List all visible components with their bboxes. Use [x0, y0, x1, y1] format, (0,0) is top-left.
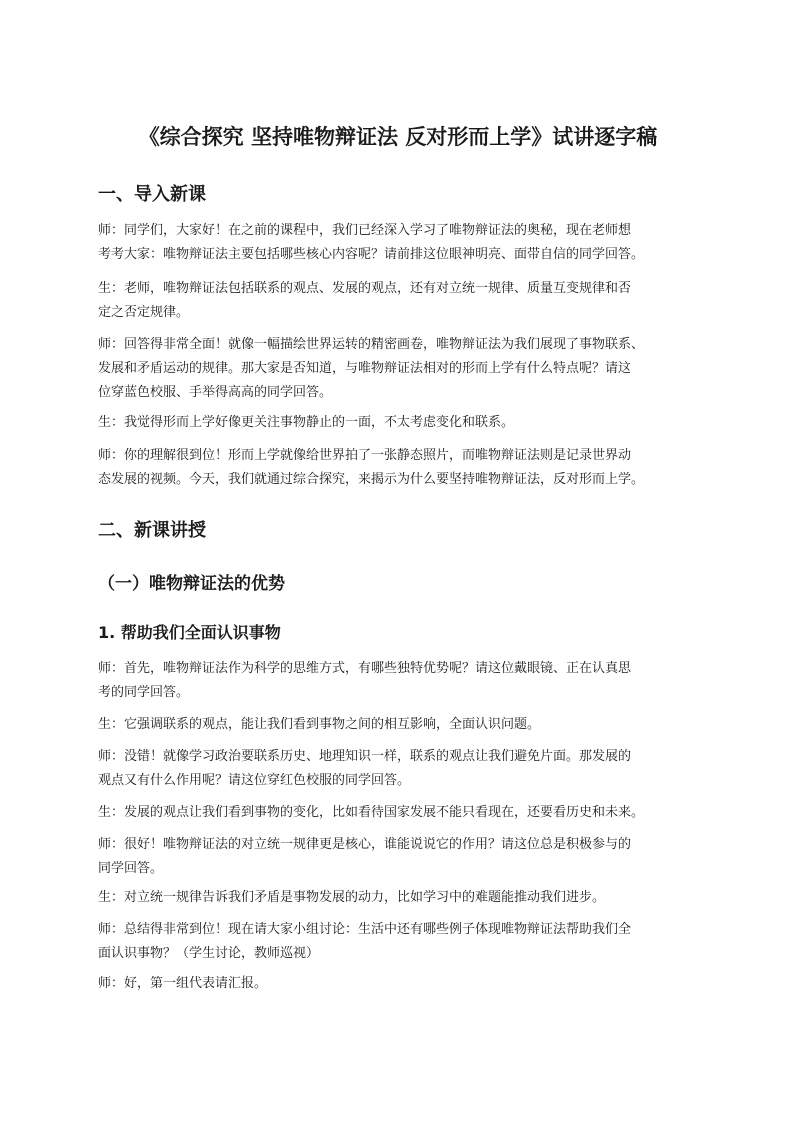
- text-line: 考考大家：唯物辩证法主要包括哪些核心内容呢？请前排这位眼神明亮、面带自信的同学回答。: [98, 247, 645, 262]
- text-line: 师：同学们，大家好！在之前的课程中，我们已经深入学习了唯物辩证法的奥秘，现在老师想: [98, 223, 632, 238]
- document-title: 《综合探究 坚持唯物辩证法 反对形而上学》试讲逐字稿: [138, 125, 658, 149]
- text-line: 生：发展的观点让我们看到事物的变化，比如看待国家发展不能只看现在，还要看历史和未来。: [98, 805, 645, 820]
- text-line: 师：很好！唯物辩证法的对立统一规律更是核心，谁能说说它的作用？请这位总是积极参与的: [98, 837, 632, 852]
- paragraph: [98, 219, 710, 267]
- text-line: 生：它强调联系的观点，能让我们看到事物之间的相互影响，全面认识问题。: [98, 717, 541, 732]
- text-line: 面认识事物？（学生讨论，教师巡视）: [98, 946, 320, 961]
- text-line: 发展和矛盾运动的规律。那大家是否知道，与唯物辩证法相对的形而上学有什么特点呢？请这: [98, 361, 632, 376]
- paragraph: [98, 657, 710, 705]
- section-heading-new-lesson: 二、新课讲授: [98, 520, 206, 541]
- paragraph: [98, 918, 710, 966]
- text-line: 师：总结得非常到位！现在请大家小组讨论：生活中还有哪些例子体现唯物辩证法帮助我们全: [98, 922, 632, 937]
- text-line: 师：你的理解很到位！形而上学就像给世界拍了一张静态照片，而唯物辩证法则是记录世界动: [98, 448, 632, 463]
- paragraph: [98, 411, 710, 435]
- section-heading-intro: 一、导入新课: [98, 184, 206, 205]
- text-line: 生：老师，唯物辩证法包括联系的观点、发展的观点，还有对立统一规律、质量互变规律和否: [98, 281, 632, 296]
- text-line: 态发展的视频。今天，我们就通过综合探究，来揭示为什么要坚持唯物辩证法，反对形而上学。: [98, 472, 645, 487]
- paragraph: [98, 745, 710, 793]
- paragraph: [98, 833, 710, 881]
- subsection-heading: （一）唯物辩证法的优势: [98, 574, 285, 594]
- paragraph: [98, 886, 710, 910]
- text-line: 考的同学回答。: [98, 685, 190, 700]
- paragraph: [98, 277, 710, 325]
- text-line: 师：首先，唯物辩证法作为科学的思维方式，有哪些独特优势呢？请这位戴眼镜、正在认真思: [98, 661, 632, 676]
- paragraph: [98, 972, 710, 996]
- paragraph: [98, 713, 710, 737]
- text-line: 同学回答。: [98, 861, 164, 876]
- text-line: 定之否定规律。: [98, 305, 190, 320]
- point-heading: 1. 帮助我们全面认识事物: [98, 623, 281, 642]
- text-line: 师：好，第一组代表请汇报。: [98, 976, 268, 991]
- text-line: 观点又有什么作用呢？请这位穿红色校服的同学回答。: [98, 773, 411, 788]
- text-line: 师：回答得非常全面！就像一幅描绘世界运转的精密画卷，唯物辩证法为我们展现了事物联系、: [98, 337, 645, 352]
- text-line: 位穿蓝色校服、手举得高高的同学回答。: [98, 385, 333, 400]
- text-line: 生：对立统一规律告诉我们矛盾是事物发展的动力，比如学习中的难题能推动我们进步。: [98, 890, 606, 905]
- paragraph: [98, 801, 710, 825]
- text-line: 生：我觉得形而上学好像更关注事物静止的一面，不太考虑变化和联系。: [98, 415, 515, 430]
- paragraph: [98, 333, 710, 405]
- text-line: 师：没错！就像学习政治要联系历史、地理知识一样，联系的观点让我们避免片面。那发展的: [98, 749, 632, 764]
- paragraph: [98, 444, 710, 492]
